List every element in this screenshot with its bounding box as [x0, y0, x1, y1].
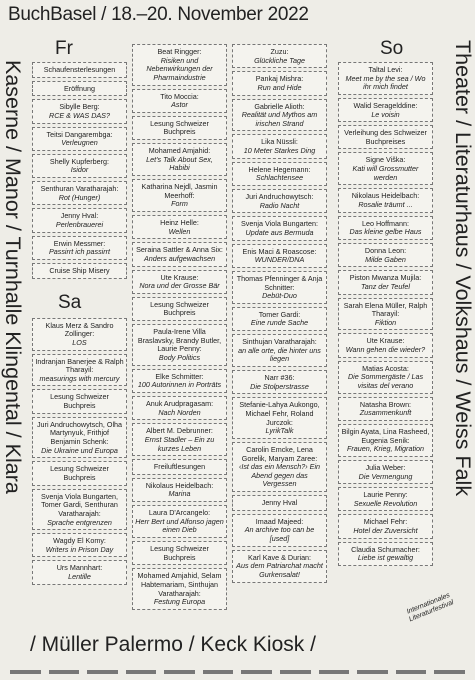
right-venue-text: Theater / Literaturhaus / Volkshaus / Weiss Falk — [451, 40, 475, 497]
event-card[interactable] — [232, 397, 327, 439]
program-column-1 — [32, 62, 127, 588]
event-title: Realität und Mythos am irischen Strand — [241, 110, 318, 128]
event-author: Anuk Arudpragasam: — [145, 398, 214, 408]
event-title: Herr Bert und Alfonso jagen einen Dieb — [135, 516, 224, 535]
page-title: BuchBasel / 18.–20. November 2022 — [8, 4, 309, 25]
event-author: Teitsi Dangarembga: — [46, 129, 113, 139]
event-card[interactable] — [232, 334, 327, 367]
event-author: Leo Hoffmann: — [361, 218, 410, 228]
event-author: Lika Nüssli: — [261, 137, 298, 147]
event-card[interactable] — [232, 370, 327, 394]
event-author: Thomas Pfenninger & Anja Schnitter: — [236, 273, 323, 292]
event-card[interactable] — [338, 62, 433, 95]
event-title: Kati will Grossmutter werden — [352, 164, 419, 182]
event-title: Rot (Hunger) — [58, 192, 101, 202]
event-title: Body Politics — [158, 353, 201, 363]
event-author: Lesung Schweizer Buchpreis — [50, 392, 109, 411]
event-author: Paula-Irene Villa Braslavsky, Brandy Butler, Laurie Penny: — [137, 327, 222, 354]
event-card[interactable] — [32, 127, 127, 151]
sponsor-logo — [203, 670, 234, 674]
event-author: Nikolaus Heidelbach: — [351, 191, 420, 201]
event-title: Frauen, Krieg, Migration — [346, 444, 425, 454]
sponsor-logo — [164, 670, 195, 674]
event-title: Writers in Prison Day — [45, 544, 114, 554]
event-author: Svenja Viola Bungarten, Tomer Gardi, Senthuran Varatharajah: — [41, 491, 118, 518]
event-title: Sprache entgrenzen — [47, 517, 112, 527]
event-title: Glückliche Tage — [254, 55, 305, 65]
event-title: Die Ukraine und Europa — [41, 445, 118, 455]
event-card[interactable] — [232, 514, 327, 547]
sponsor-logo — [49, 670, 80, 674]
event-card[interactable] — [132, 459, 227, 475]
event-card[interactable] — [338, 514, 433, 538]
event-author: Laura D'Arcangelo: — [148, 508, 211, 518]
day-sunday: So — [380, 38, 404, 59]
event-title: LyrikTalk — [265, 426, 294, 436]
event-author: Shelly Kupferberg: — [49, 156, 110, 166]
sponsor-logo — [357, 670, 388, 674]
event-title: Form — [171, 199, 188, 209]
event-author: Bilgin Ayata, Lina Rasheed, Eugenia Senik: — [341, 426, 430, 445]
event-author: Cruise Ship Misery — [49, 265, 110, 275]
event-card[interactable] — [32, 236, 127, 260]
event-author: Carolin Emcke, Lena Gorelik, Maryam Zaree: — [241, 444, 318, 463]
event-author: Natasha Brown: — [359, 399, 412, 409]
event-card[interactable] — [338, 460, 433, 484]
event-card[interactable] — [132, 143, 227, 176]
event-author: Jenny Hval: — [60, 211, 99, 221]
event-title: Passirrt ich passirrt — [48, 247, 111, 257]
event-title: Fiktion — [374, 317, 397, 327]
event-author: Matias Acosta: — [362, 363, 409, 373]
event-title: Hotel der Zuversicht — [353, 526, 418, 536]
event-author: Sinthujan Varatharajah: — [242, 337, 317, 347]
event-author: Walid Seragelddine: — [353, 100, 418, 110]
event-card[interactable] — [232, 44, 327, 68]
event-author: Verleihung des Schweizer Buchpreises — [344, 128, 427, 146]
sponsor-logo — [241, 670, 272, 674]
event-card[interactable] — [32, 489, 127, 531]
event-title: Die Stolperstrasse — [250, 381, 309, 391]
event-title: Let's Talk About Sex, Habibi — [146, 154, 213, 173]
event-author: Gabrielle Alioth: — [254, 101, 305, 111]
event-title: 10 Meter Starkes Ding — [243, 146, 316, 156]
program-column-3 — [232, 44, 327, 586]
event-card[interactable] — [132, 541, 227, 565]
event-title: Die Sommergäste / Las visitas del verano — [347, 372, 424, 391]
event-card[interactable] — [132, 369, 227, 393]
bottom-venue-line: / Müller Palermo / Keck Kiosk / — [30, 633, 316, 656]
event-author: Schaufensterlesungen — [43, 65, 116, 74]
event-card[interactable] — [32, 62, 127, 78]
event-card[interactable] — [32, 417, 127, 459]
sponsor-logo — [280, 670, 311, 674]
event-card[interactable] — [132, 478, 227, 502]
event-title: Rosalie träumt ... — [358, 200, 413, 210]
event-card[interactable] — [132, 396, 227, 420]
event-author: Lesung Schweizer Buchpreis — [150, 299, 209, 318]
event-author: Karl Kave & Durian: — [247, 552, 312, 562]
event-card[interactable] — [338, 270, 433, 294]
event-title: Perlenbrauerei — [55, 220, 104, 230]
event-author: Erwin Messmer: — [53, 238, 106, 248]
event-title: Meet me by the sea / Wo ihr mich findet — [345, 73, 426, 92]
event-author: Mohamed Amjahid, Selam Habtemariam, Sinthujan Varatharajah: — [137, 571, 222, 598]
day-saturday: Sa — [58, 292, 82, 313]
event-author: Lesung Schweizer Buchpreis — [150, 543, 209, 562]
event-title: Lentille — [68, 572, 91, 582]
event-card[interactable] — [232, 307, 327, 331]
event-author: Jenny Hval — [261, 498, 298, 508]
event-author: Klaus Merz & Sandro Zollinger: — [45, 320, 114, 339]
event-card[interactable] — [338, 487, 433, 511]
sponsor-logo — [319, 670, 350, 674]
event-card[interactable] — [132, 270, 227, 294]
event-card[interactable] — [232, 216, 327, 240]
event-title: Ernst Stadler – Ein zu kurzes Leben — [144, 434, 215, 453]
event-card[interactable] — [32, 318, 127, 351]
event-card[interactable] — [232, 244, 327, 268]
event-title: Aus dem Patriarchat macht Gurkensalat! — [236, 561, 323, 579]
event-author: Helene Hegemann: — [248, 164, 311, 174]
event-card[interactable] — [32, 461, 127, 485]
sponsor-logo — [10, 670, 41, 674]
left-venue-text: Kaserne / Manor / Turnhalle Klingental / Klara — [1, 60, 25, 494]
event-author: Julia Weber: — [365, 462, 406, 472]
event-card[interactable] — [132, 215, 227, 239]
event-title: an alle orte, die hinter uns liegen — [238, 345, 321, 364]
event-author: Imaad Majeed: — [255, 516, 304, 526]
event-title: ‹Ist das ein Mensch?› Ein Abend gegen das Vergessen — [238, 462, 321, 489]
event-title: measurings with mercury — [39, 373, 120, 383]
event-card[interactable] — [232, 271, 327, 304]
event-author: Nikolaus Heidelbach: — [145, 480, 214, 490]
event-card[interactable] — [32, 99, 127, 123]
event-card[interactable] — [338, 188, 433, 212]
event-card[interactable] — [338, 152, 433, 185]
event-title: Milde Gaben — [365, 254, 406, 264]
event-card[interactable] — [32, 560, 127, 584]
event-card[interactable] — [338, 361, 433, 394]
event-title: Liebe ist gewaltig — [357, 553, 414, 563]
event-card[interactable] — [32, 81, 127, 97]
event-author: Wagdy El Komy: — [53, 536, 106, 546]
day-friday: Fr — [55, 38, 73, 59]
event-author: Juri Andruchowytsch, Olha Martynyuk, Frithjof Benjamin Schenk: — [36, 419, 123, 447]
event-title: Isidor — [70, 165, 89, 175]
event-card[interactable] — [338, 243, 433, 267]
event-title: 100 Autorinnen in Porträts — [137, 380, 222, 390]
event-title: Eine runde Sache — [250, 318, 309, 328]
event-title: Sexuelle Revolution — [353, 498, 418, 508]
event-card[interactable] — [132, 116, 227, 140]
event-card[interactable] — [132, 297, 227, 321]
event-card[interactable] — [232, 99, 327, 132]
sponsor-logo — [434, 670, 465, 674]
event-author: Heinz Helle: — [160, 217, 199, 227]
event-title: Marina — [168, 489, 191, 499]
event-title: LOS — [72, 337, 87, 347]
event-author: Piston Mwanza Mujila: — [349, 273, 422, 283]
event-author: Michael Fehr: — [363, 517, 408, 527]
event-author: Donna Leon: — [364, 245, 407, 255]
event-author: Elke Schmitter: — [155, 371, 204, 381]
event-card[interactable] — [132, 179, 227, 212]
event-author: Urs Mannhart: — [56, 563, 103, 573]
event-author: Ute Krause: — [160, 272, 199, 282]
event-card[interactable] — [338, 298, 433, 331]
event-title: Tanz der Teufel — [360, 281, 410, 291]
event-card[interactable] — [338, 216, 433, 240]
event-author: Pankaj Mishra: — [255, 74, 304, 84]
event-author: Albert M. Debrunner: — [146, 426, 213, 436]
event-title: RCE & WAS DAS? — [49, 110, 110, 120]
event-author: Freiluftlesungen — [153, 462, 206, 472]
event-title: Schlachtensee — [255, 173, 304, 183]
event-author: Tito Moccia: — [160, 91, 199, 101]
event-card[interactable] — [132, 44, 227, 86]
event-author: Juri Andruchowytsch: — [245, 192, 314, 202]
event-author: Tomer Gardi: — [258, 309, 301, 319]
event-author: Svenja Viola Bungarten: — [241, 219, 318, 229]
event-title: Anders aufgewachsen — [143, 253, 216, 263]
event-title: Risiken und Nebenwirkungen der Pharmaindustrie — [146, 55, 213, 82]
event-card[interactable] — [32, 389, 127, 413]
event-card[interactable] — [132, 423, 227, 456]
event-title: Nach Norden — [158, 407, 201, 417]
event-card[interactable] — [132, 89, 227, 113]
day-spacer — [32, 282, 127, 318]
event-card[interactable] — [338, 333, 433, 357]
event-card[interactable] — [232, 189, 327, 213]
event-title: Die Vermengung — [358, 471, 413, 481]
event-card[interactable] — [32, 208, 127, 232]
event-author: Ute Krause: — [366, 336, 405, 346]
event-card[interactable] — [232, 550, 327, 583]
event-author: Seraina Sattler & Anna Six: — [136, 245, 223, 255]
event-title: An archive too can be [used] — [244, 525, 315, 543]
sponsor-logo — [126, 670, 157, 674]
event-card[interactable] — [32, 354, 127, 387]
event-title: Radio Nacht — [259, 200, 300, 210]
left-venue-list — [0, 60, 24, 620]
event-title: Le voisin — [371, 109, 400, 119]
sponsor-logos — [10, 668, 465, 676]
event-author: Eröffnung — [63, 83, 96, 93]
event-card[interactable] — [232, 442, 327, 492]
event-author: Mohamed Amjahid: — [148, 146, 211, 156]
event-author: Katharina Nejdl, Jasmin Meerhoff: — [141, 182, 218, 200]
event-card[interactable] — [338, 98, 433, 122]
event-author: Zuzu: — [270, 47, 289, 56]
event-card[interactable] — [232, 162, 327, 186]
event-card[interactable] — [132, 324, 227, 366]
event-author: Sarah Elena Müller, Ralph Tharayil: — [343, 300, 428, 319]
right-venue-list — [451, 40, 475, 600]
event-author: Beat Ringger: — [157, 47, 202, 56]
event-title: Zusammenkunft — [359, 408, 412, 418]
event-card[interactable] — [32, 181, 127, 205]
event-card[interactable] — [232, 495, 327, 511]
event-title: Festung Europa — [153, 597, 206, 607]
event-card[interactable] — [232, 71, 327, 95]
program-column-4 — [338, 62, 433, 569]
event-title: Nora und der Grosse Bär — [139, 281, 220, 291]
event-author: Claudia Schumacher: — [351, 544, 420, 554]
event-title: WUNDER/DNA — [254, 255, 305, 265]
festival-label: Internationales Literaturfestival — [405, 591, 455, 624]
event-card[interactable] — [32, 263, 127, 279]
event-card[interactable] — [338, 424, 433, 457]
event-author: Sibylle Berg: — [59, 102, 100, 112]
sponsor-logo — [396, 670, 427, 674]
event-author: Indranjan Banerjee & Ralph Tharayil: — [35, 356, 124, 375]
event-author: Enis Maci & Roascose: — [242, 246, 317, 256]
event-card[interactable] — [132, 242, 227, 266]
event-author: Laurie Penny: — [363, 490, 408, 500]
event-card[interactable] — [338, 542, 433, 566]
event-card[interactable] — [232, 134, 327, 158]
event-title: Run and Hide — [257, 82, 302, 92]
event-card[interactable] — [132, 568, 227, 610]
event-title: Wann gehen die wieder? — [345, 345, 426, 355]
event-card[interactable] — [338, 397, 433, 421]
event-card[interactable] — [132, 505, 227, 538]
event-card[interactable] — [32, 533, 127, 557]
event-title: Debüt-Duo — [262, 291, 297, 301]
event-author: Lesung Schweizer Buchpreis — [150, 118, 209, 137]
sponsor-logo — [87, 670, 118, 674]
event-title: Das kleine gelbe Haus — [349, 227, 422, 237]
event-card[interactable] — [338, 125, 433, 149]
event-author: Narr #36: — [264, 373, 295, 383]
event-title: Astor — [171, 100, 188, 110]
event-author: Signe Viška: — [365, 155, 406, 165]
event-author: Senthuran Varatharajah: — [40, 184, 119, 194]
event-title: Update aus Bermuda — [245, 227, 314, 237]
event-author: Stefanie-Lahya Aukongo, Michael Fehr, Roland Jurczok: — [239, 400, 320, 427]
event-title: Wellen — [168, 226, 191, 236]
event-title: Verleugnen — [61, 138, 98, 148]
event-card[interactable] — [32, 154, 127, 178]
program-column-2 — [132, 44, 227, 613]
event-author: Taltal Levi: — [368, 65, 403, 74]
event-author: Lesung Schweizer Buchpreis — [50, 464, 109, 482]
